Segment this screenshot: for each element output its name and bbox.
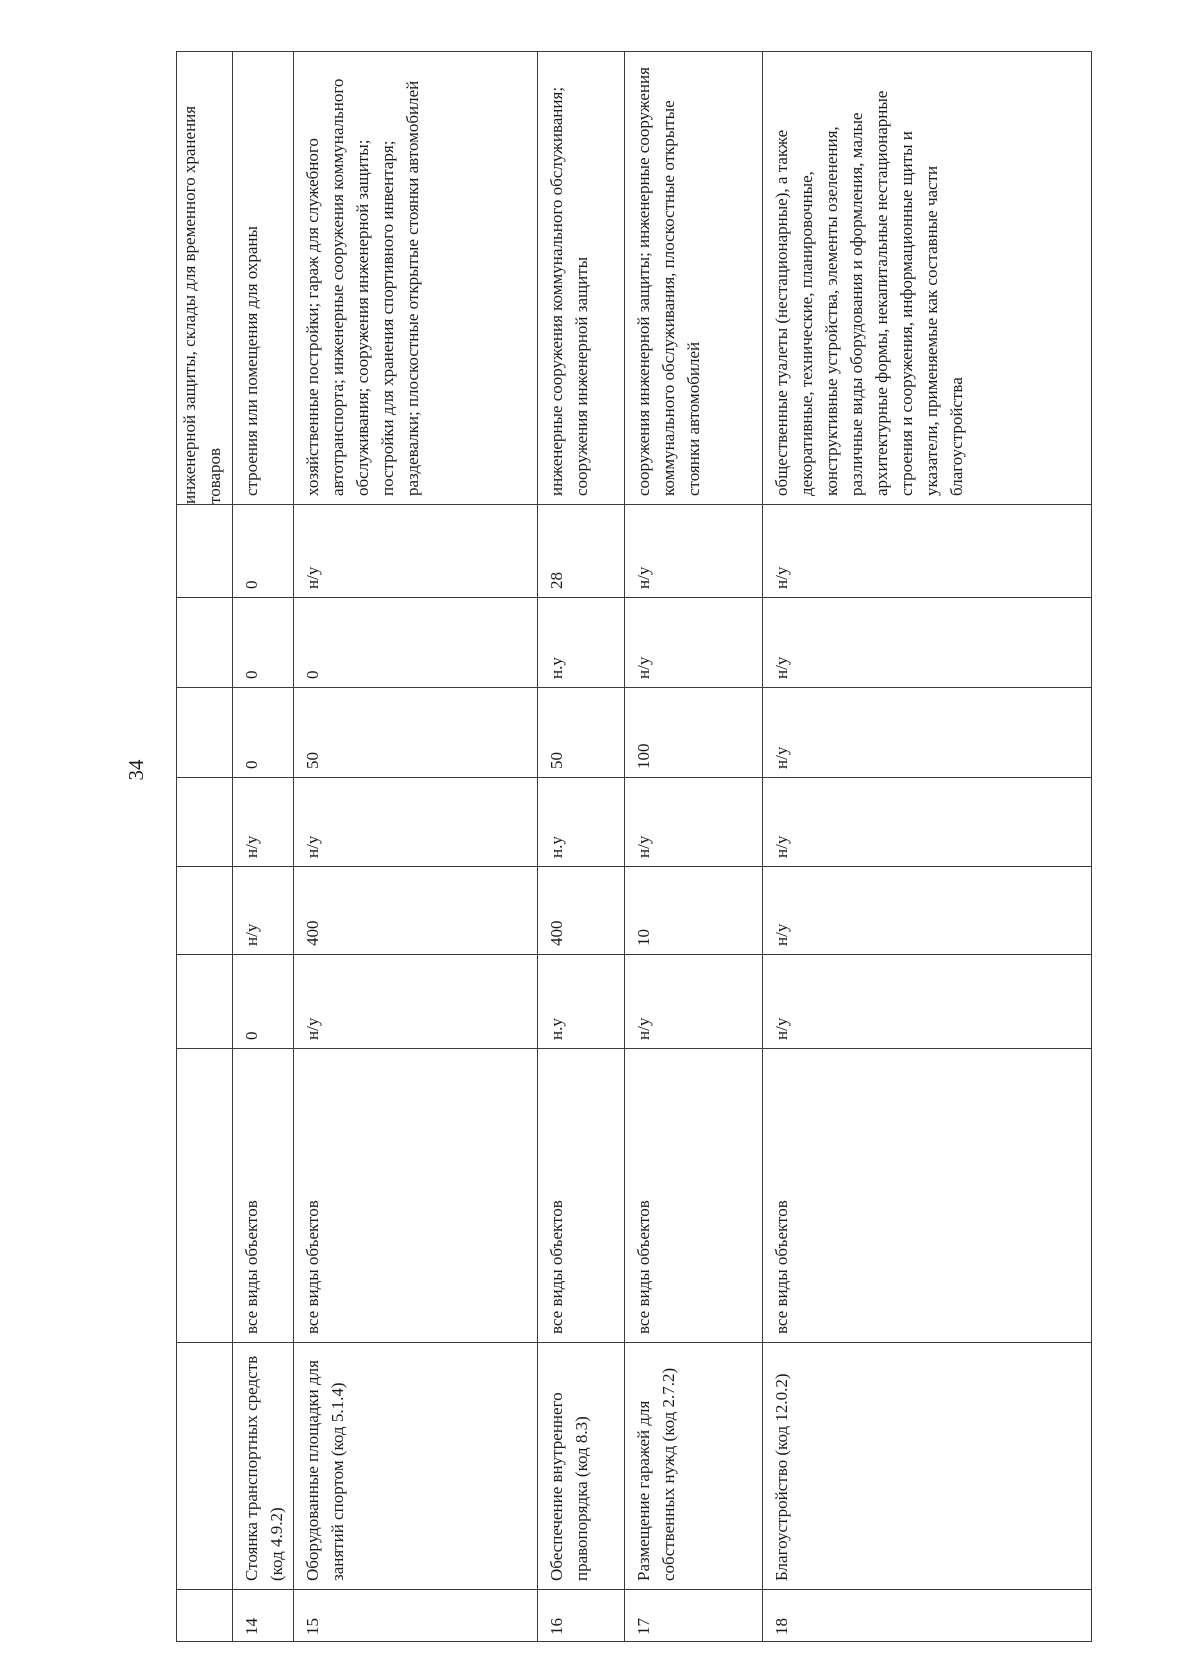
table-row [625, 52, 763, 1642]
row-number: 17 [625, 1590, 763, 1642]
param-4: 50 [538, 688, 625, 778]
param-4: 0 [233, 688, 294, 778]
param-3: н/у [233, 778, 294, 867]
row-number: 15 [294, 1590, 538, 1642]
param-1: н.у [538, 955, 625, 1049]
land-use-type [177, 1343, 233, 1590]
param-2 [177, 867, 233, 955]
param-5: 0 [294, 598, 538, 688]
land-use-type: Благоустройство (код 12.0.2) [763, 1343, 1092, 1590]
auxiliary-uses: строения или помещения для охраны [233, 52, 294, 505]
table-row [763, 52, 1092, 1642]
auxiliary-uses: инженерной защиты, склады для временного хранения товаров [177, 52, 233, 505]
param-5: н/у [763, 598, 1092, 688]
land-use-type: Оборудованные площадки для занятий спортом (код 5.1.4) [294, 1343, 538, 1590]
row-number: 14 [233, 1590, 294, 1642]
param-1: н/у [294, 955, 538, 1049]
object-types: все виды объектов [294, 1049, 538, 1343]
regulations-table [176, 51, 1092, 1642]
page-number: 34 [124, 759, 148, 781]
auxiliary-uses: сооружения инженерной защиты; инженерные сооружения коммунального обслуживания, плоскостные открытые стоянки автомобилей [625, 52, 763, 505]
param-6: н/у [763, 505, 1092, 598]
param-4: 100 [625, 688, 763, 778]
param-1: 0 [233, 955, 294, 1049]
object-types: все виды объектов [625, 1049, 763, 1343]
param-1: н/у [625, 955, 763, 1049]
auxiliary-uses: общественные туалеты (нестационарные), а также декоративные, технические, планировочные, конструктивные устройства, элементы озеленения, различные виды оборудования и оформления, малые архитектурные формы, некапитальные нестационарные строения и сооружения, информационные щиты и указатели, применяемые как составные части благоустройства [763, 52, 1092, 505]
param-3: н/у [294, 778, 538, 867]
table-wrapper [176, 52, 1086, 1642]
param-4: н/у [763, 688, 1092, 778]
object-types: все виды объектов [763, 1049, 1092, 1343]
param-5: н/у [625, 598, 763, 688]
auxiliary-uses: хозяйственные постройки; гараж для служебного автотранспорта; инженерные сооружения коммунального обслуживания; сооружения инженерной защиты; постройки для хранения спортивного инвентаря; раздевалки; плоскостные открытые стоянки автомобилей [294, 52, 538, 505]
land-use-type: Обеспечение внутреннего правопорядка (код 8.3) [538, 1343, 625, 1590]
param-2: 400 [538, 867, 625, 955]
param-3: н.у [538, 778, 625, 867]
param-3: н/у [763, 778, 1092, 867]
auxiliary-uses: инженерные сооружения коммунального обслуживания; сооружения инженерной защиты [538, 52, 625, 505]
row-number: 18 [763, 1590, 1092, 1642]
param-2: н/у [233, 867, 294, 955]
param-5 [177, 598, 233, 688]
param-2: 400 [294, 867, 538, 955]
param-2: н/у [763, 867, 1092, 955]
table-row [294, 52, 538, 1642]
param-6: н/у [625, 505, 763, 598]
row-number: 16 [538, 1590, 625, 1642]
param-5: 0 [233, 598, 294, 688]
param-5: н.у [538, 598, 625, 688]
land-use-type: Стоянка транспортных средств (код 4.9.2) [233, 1343, 294, 1590]
table-row [538, 52, 625, 1642]
land-use-type: Размещение гаражей для собственных нужд (код 2.7.2) [625, 1343, 763, 1590]
param-6: 0 [233, 505, 294, 598]
param-6: 28 [538, 505, 625, 598]
param-2: 10 [625, 867, 763, 955]
object-types: все виды объектов [538, 1049, 625, 1343]
param-6 [177, 505, 233, 598]
object-types [177, 1049, 233, 1343]
param-4: 50 [294, 688, 538, 778]
row-number [177, 1590, 233, 1642]
param-1 [177, 955, 233, 1049]
param-4 [177, 688, 233, 778]
param-6: н/у [294, 505, 538, 598]
param-3: н/у [625, 778, 763, 867]
param-1: н/у [763, 955, 1092, 1049]
table-row [233, 52, 294, 1642]
param-3 [177, 778, 233, 867]
table-row [177, 52, 233, 1642]
object-types: все виды объектов [233, 1049, 294, 1343]
